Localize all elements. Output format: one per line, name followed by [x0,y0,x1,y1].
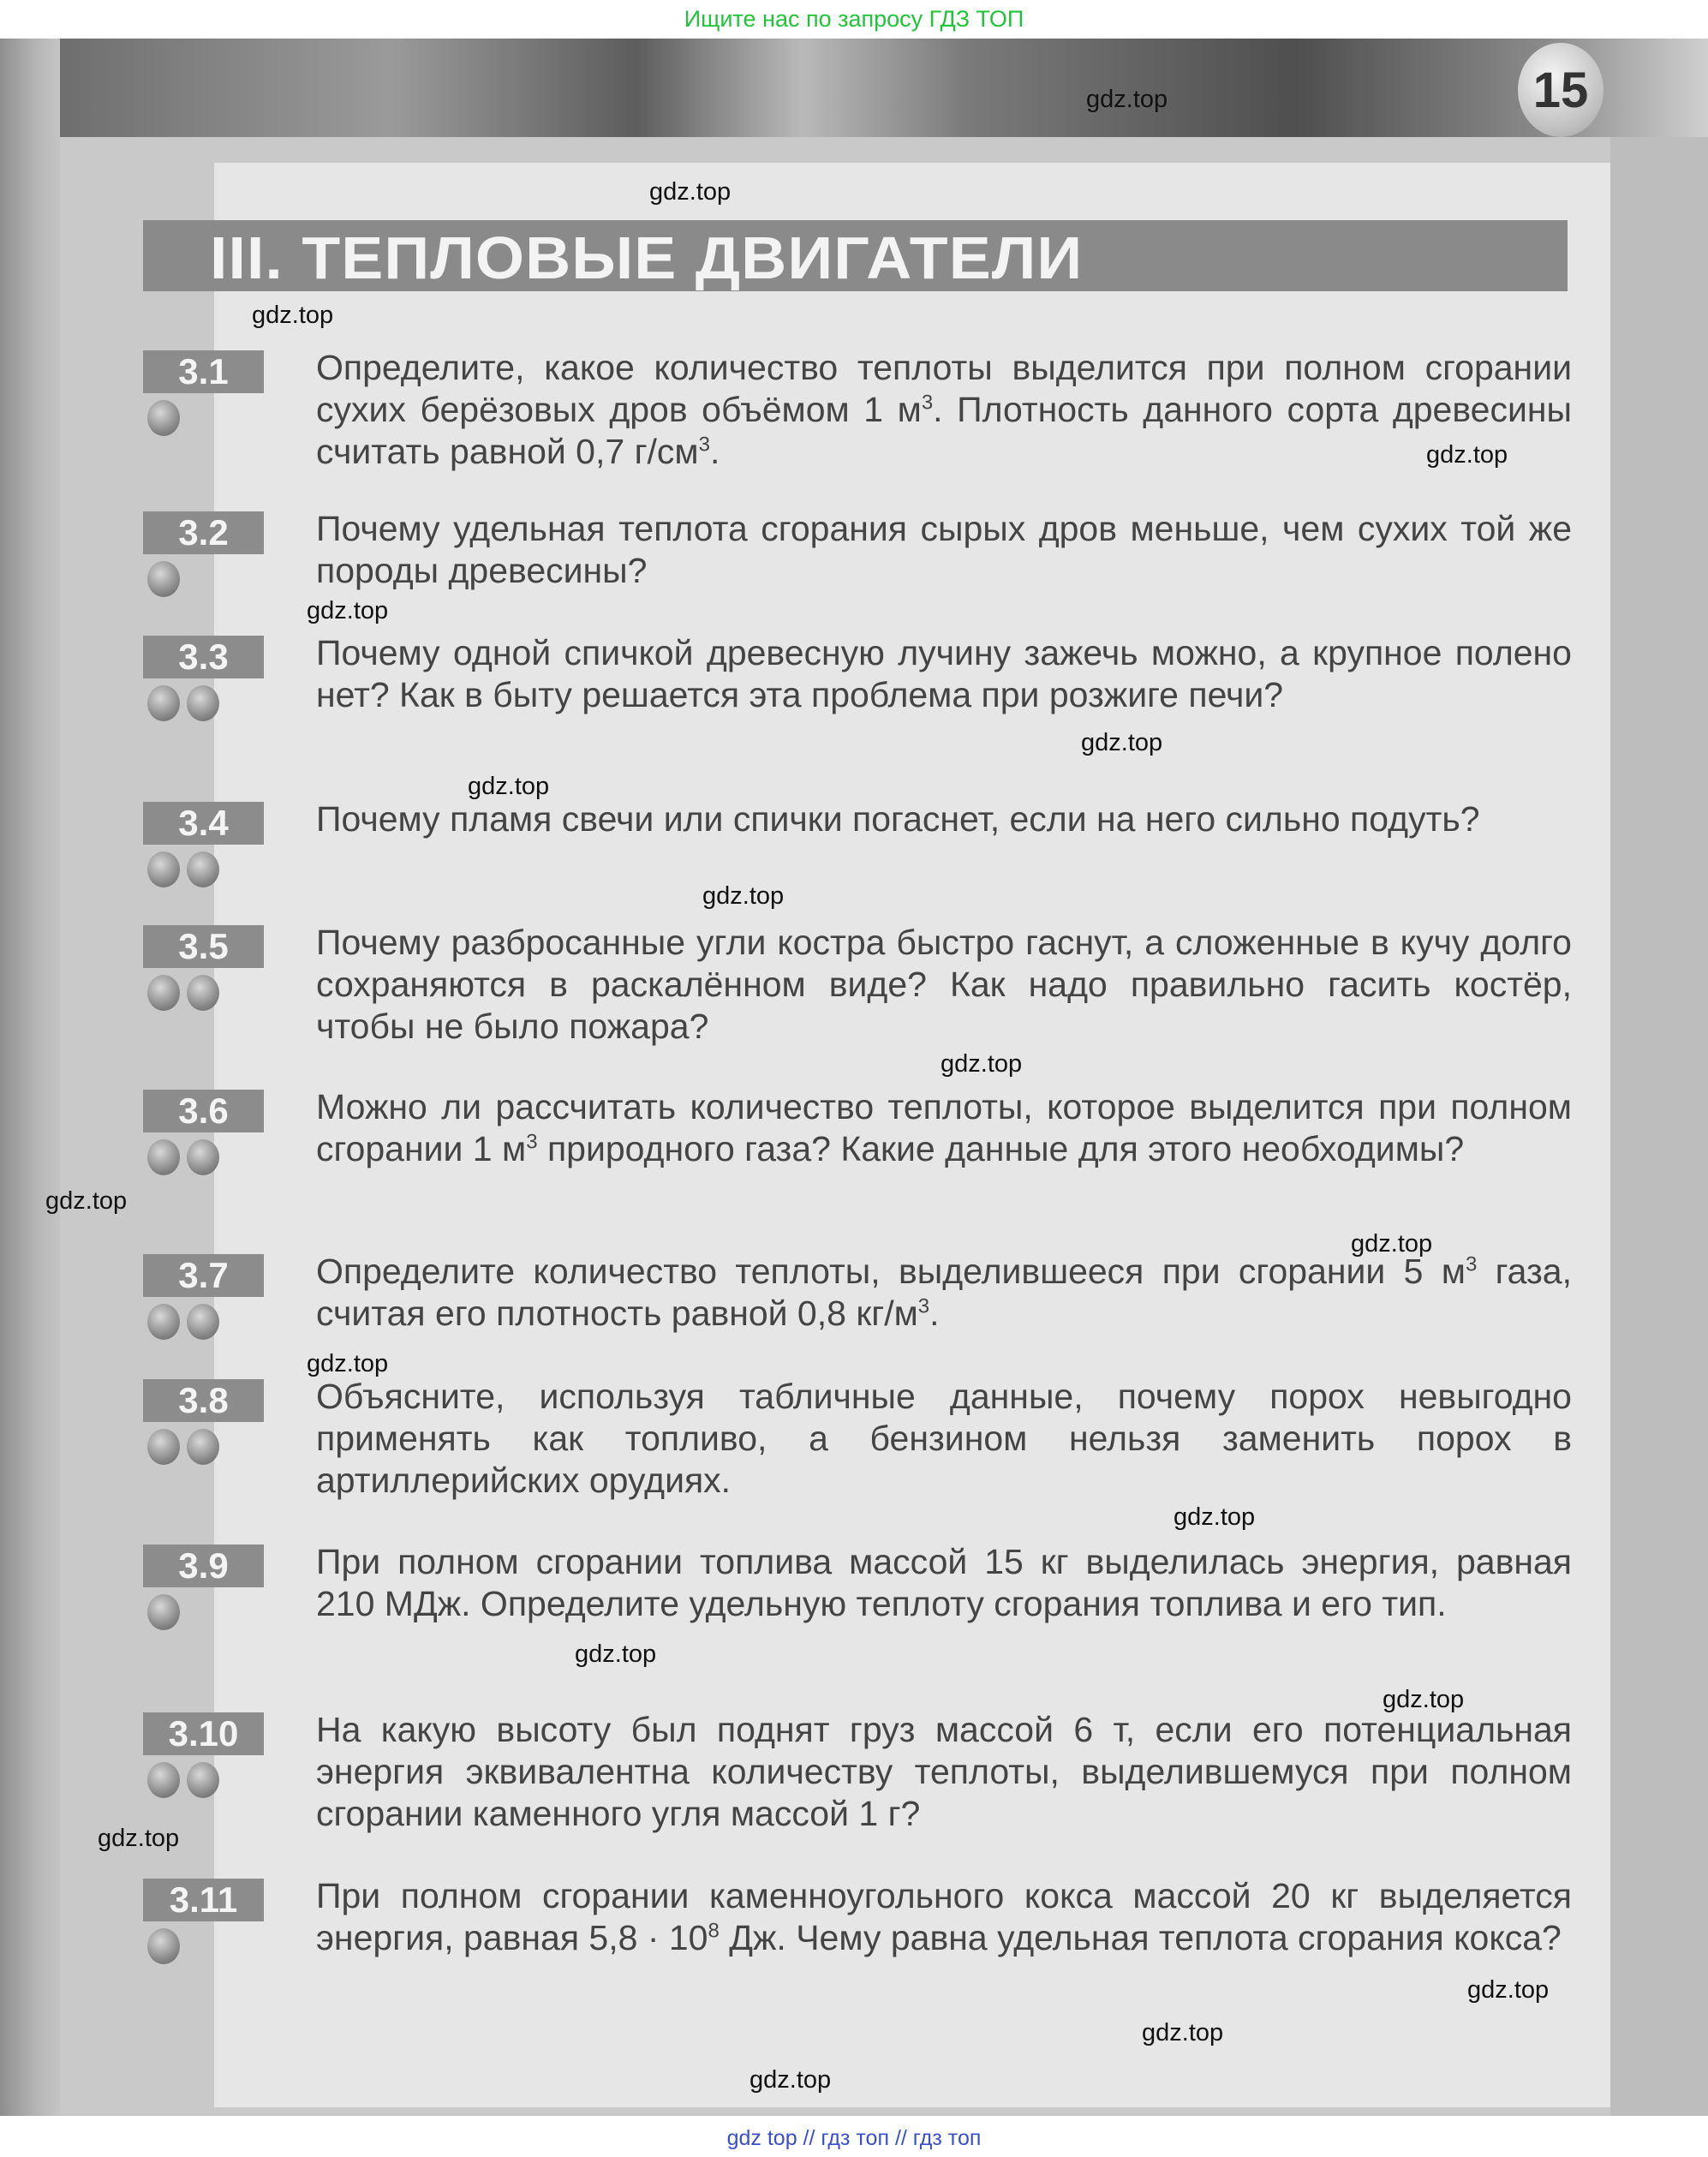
watermark: gdz.top [749,2066,832,2094]
superscript: 3 [698,433,710,457]
watermark: gdz.top [649,178,732,206]
superscript: 3 [921,391,934,415]
difficulty-ball-icon [147,561,180,597]
text-segment: Определите, какое количество теплоты выделится при полном сгорании сухих берёзовых дров объёмом 1 м [316,348,1572,429]
text-segment: газа, считая его плотность равной 0,8 кг/м [316,1252,1572,1333]
text-segment: Дж. Чему равна удельная теплота сгорания кокса? [719,1918,1562,1957]
difficulty-ball-icon [187,851,219,887]
problem-text [316,1376,1572,1502]
bottom-banner: gdz top // гдз топ // гдз топ [0,2120,1708,2157]
difficulty-ball-icon [187,685,219,721]
problem-number: 3.10 [143,1712,264,1755]
problem-number: 3.5 [143,925,264,968]
text-segment: природного газа? Какие данные для этого необходимы? [537,1129,1465,1168]
problem-number: 3.7 [143,1254,264,1297]
watermark: gdz.top [1383,1686,1465,1713]
difficulty-ball-icon [187,1139,219,1175]
page-number: 15 [1518,43,1603,137]
problem-number: 3.2 [143,511,264,554]
watermark: gdz.top [1081,729,1163,756]
text-segment: Почему одной спичкой древесную лучину зажечь можно, а крупное полено нет? Как в быту решается эта проблема при розжиге печи? [316,633,1572,714]
text-segment: При полном сгорании каменноугольного кокса массой 20 кг выделяется энергия, равная 5,8 · 10 [316,1876,1572,1957]
difficulty-ball-icon [147,1304,180,1340]
problem-number: 3.9 [143,1545,264,1587]
watermark: gdz.top [307,597,389,624]
text-segment: . [929,1294,940,1333]
chapter-title: III. ТЕПЛОВЫЕ ДВИГАТЕЛИ [210,224,1084,291]
problem-text [316,1251,1572,1335]
watermark: gdz.top [575,1640,657,1668]
watermark: gdz.top [1086,86,1168,113]
watermark: gdz.top [1142,2019,1224,2046]
problem-text [316,1709,1572,1835]
problem-number: 3.1 [143,350,264,393]
superscript: 3 [1465,1252,1478,1276]
problem-text [316,347,1572,473]
difficulty-ball-icon [147,1928,180,1964]
text-segment: Почему пламя свечи или спички погаснет, если на него сильно подуть? [316,799,1480,839]
text-segment: На какую высоту был поднят груз массой 6 т, если его потенциальная энергия эквивалентна количеству теплоты, выделившемуся при полном сгорании каменного угля массой 1 г? [316,1710,1572,1833]
text-segment: Объясните, используя табличные данные, почему порох невыгодно применять как топливо, а бензином нельзя заменить порох в артиллерийских орудиях. [316,1377,1572,1500]
difficulty-ball-icon [187,975,219,1011]
problem-text [316,1541,1572,1625]
problem-number: 3.6 [143,1090,264,1132]
difficulty-ball-icon [147,685,180,721]
difficulty-ball-icon [187,1304,219,1340]
text-segment: Почему удельная теплота сгорания сырых дров меньше, чем сухих той же породы древесины? [316,509,1572,590]
difficulty-ball-icon [147,1139,180,1175]
difficulty-ball-icon [187,1762,219,1798]
watermark: gdz.top [1426,441,1508,469]
book-spine [0,39,60,2116]
difficulty-ball-icon [147,400,180,436]
text-segment: . [709,432,720,471]
text-segment: Определите количество теплоты, выделившееся при сгорании 5 м [316,1252,1466,1291]
watermark: gdz.top [45,1187,128,1215]
top-banner: Ищите нас по запросу ГДЗ ТОП [684,6,1024,32]
problem-number: 3.4 [143,802,264,845]
watermark: gdz.top [252,302,334,329]
problem-number: 3.3 [143,636,264,678]
problem-number: 3.8 [143,1379,264,1422]
watermark: gdz.top [702,882,785,910]
problem-text [316,1875,1572,1959]
difficulty-ball-icon [147,1594,180,1630]
watermark: gdz.top [1351,1230,1433,1258]
difficulty-ball-icon [147,1429,180,1465]
watermark: gdz.top [941,1050,1023,1078]
difficulty-ball-icon [147,975,180,1011]
difficulty-ball-icon [147,851,180,887]
problem-text [316,632,1572,716]
watermark: gdz.top [307,1350,389,1377]
watermark: gdz.top [98,1825,180,1852]
difficulty-ball-icon [187,1429,219,1465]
problem-text [316,508,1572,592]
watermark: gdz.top [468,773,550,800]
superscript: 3 [526,1130,538,1154]
problem-text [316,922,1572,1048]
text-segment: Можно ли рассчитать количество теплоты, которое выделится при полном сгорании 1 м [316,1087,1572,1168]
text-segment: Почему разбросанные угли костра быстро гаснут, а сложенные в кучу долго сохраняются в раскалённом виде? Как надо правильно гасить костёр, чтобы не было пожара? [316,923,1572,1046]
problem-text [316,798,1572,840]
text-segment: . Плотность данного сорта древесины считать равной 0,7 г/см [316,390,1572,471]
problem-text [316,1086,1572,1170]
watermark: gdz.top [1174,1503,1256,1531]
header-photo-strip [60,39,1708,137]
problem-number: 3.11 [143,1879,264,1921]
next-page-edge [1610,137,1708,2116]
superscript: 3 [917,1294,930,1318]
watermark: gdz.top [1467,1976,1550,2004]
superscript: 8 [708,1919,720,1943]
difficulty-ball-icon [147,1762,180,1798]
text-segment: При полном сгорании топлива массой 15 кг выделилась энергия, равная 210 МДж. Определите удельную теплоту сгорания топлива и его тип. [316,1542,1572,1623]
